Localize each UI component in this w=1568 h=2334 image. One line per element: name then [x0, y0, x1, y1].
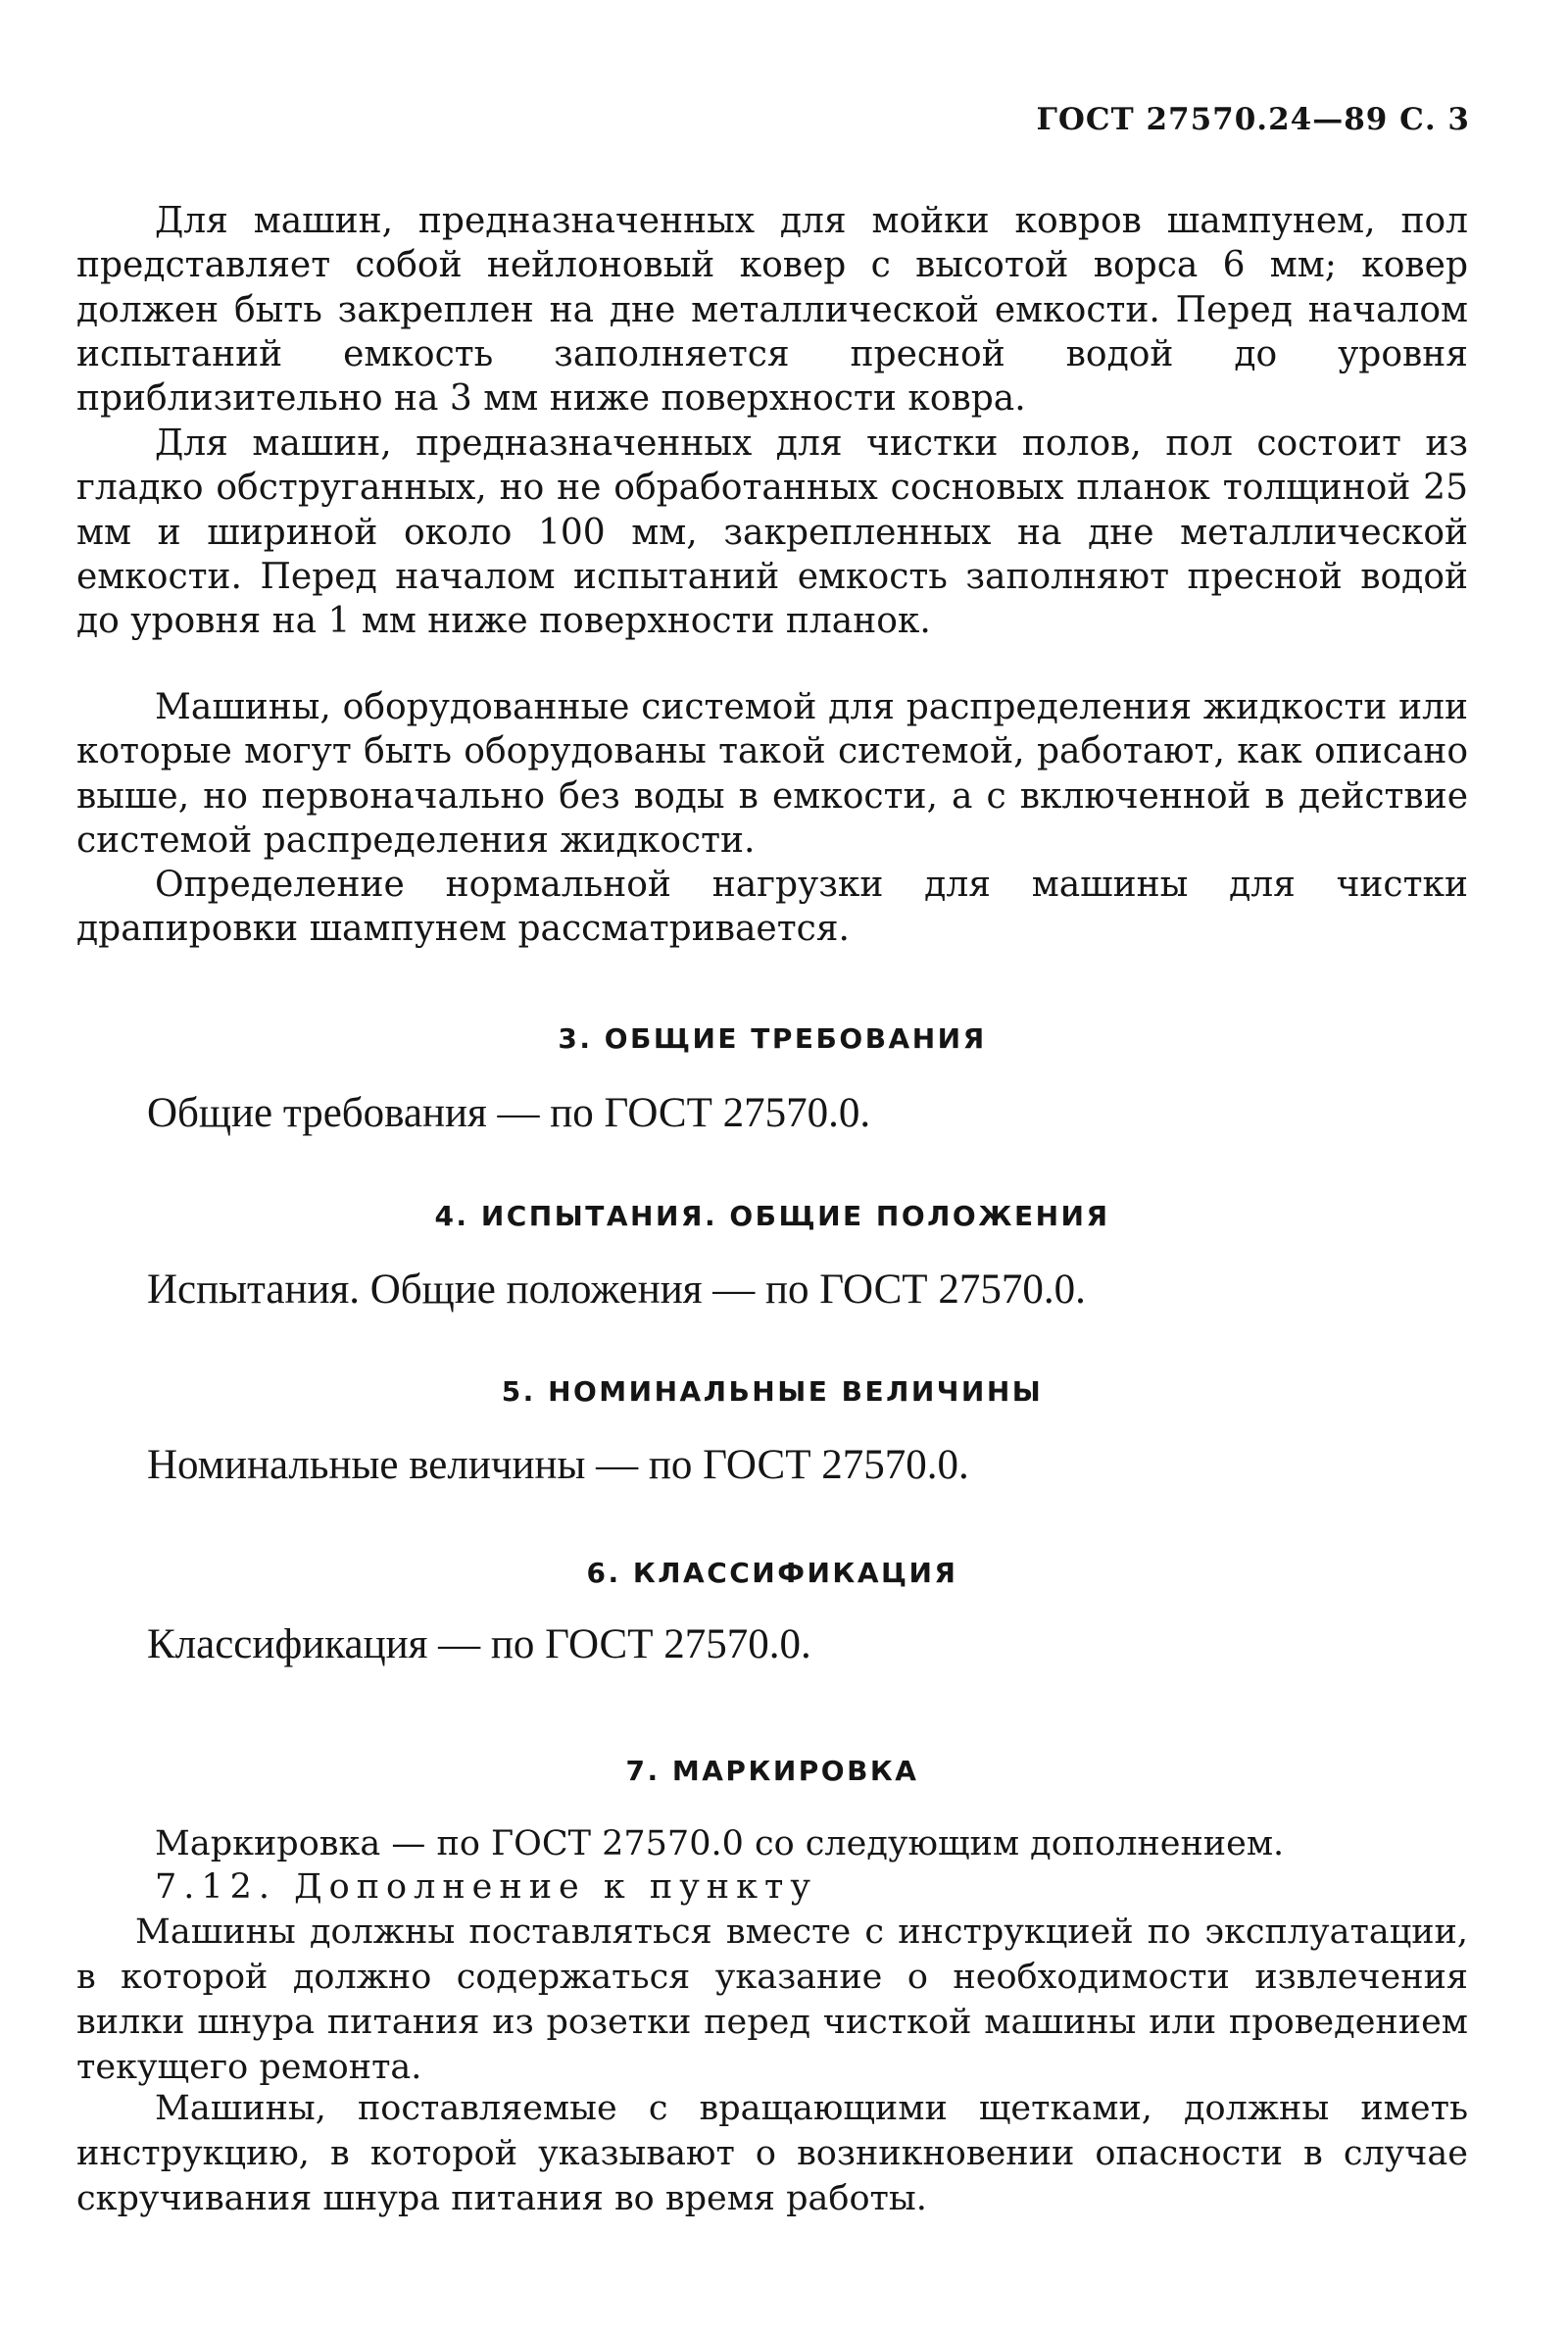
paragraph-instructions: Машины должны поставляться вместе с инструкцией по эксплуатации, в которой должно содержаться указание о необходимости извлечения вилки шнура питания из розетки перед чисткой машины или проведением текущего ремонта. — [76, 1912, 1468, 2087]
marking-intro: Маркировка — по ГОСТ 27570.0 со следующим дополнением. — [155, 1824, 1285, 1863]
paragraph-floor-cleaning: Для машин, предназначенных для чистки полов, пол состоит из гладко обструганных, но не обработанных сосновых планок толщиной 25 мм и шириной около 100 мм, закрепленных на дне металлической емкости. Перед началом испытаний емкость заполняют пресной водой до уровня на 1 мм ниже поверхности планок. — [76, 423, 1468, 642]
section-5-heading: 5. НОМИНАЛЬНЫЕ ВЕЛИЧИНЫ — [501, 1375, 1044, 1408]
section-6-heading: 6. КЛАССИФИКАЦИЯ — [586, 1557, 958, 1589]
section-3-heading: 3. ОБЩИЕ ТРЕБОВАНИЯ — [558, 1022, 987, 1055]
paragraph-drapery-load: Определение нормальной нагрузки для машины для чистки драпировки шампунем рассматривается. — [76, 865, 1468, 950]
running-head: ГОСТ 27570.24—89 С. 3 — [1036, 102, 1470, 137]
section-4-text: Испытания. Общие положения — по ГОСТ 27570.0. — [147, 1266, 1086, 1313]
section-6-text: Классификация — по ГОСТ 27570.0. — [147, 1621, 811, 1667]
section-4-heading: 4. ИСПЫТАНИЯ. ОБЩИЕ ПОЛОЖЕНИЯ — [434, 1200, 1110, 1232]
paragraph-carpet-shampoo: Для машин, предназначенных для мойки ковров шампунем, пол представляет собой нейлоновый ковер с высотой ворса 6 мм; ковер должен быть закреплен на дне металлической емкости. Перед началом испытаний емкость заполняется пресной водой до уровня приблизительно на 3 мм ниже поверхности ковра. — [76, 201, 1468, 420]
section-5-text: Номинальные величины — по ГОСТ 27570.0. — [147, 1442, 969, 1488]
section-7-heading: 7. МАРКИРОВКА — [625, 1755, 919, 1787]
clause-7-12: 7.12. Дополнение к пункту — [155, 1867, 817, 1907]
paragraph-liquid-system: Машины, оборудованные системой для распределения жидкости или которые могут быть оборудованы такой системой, работают, как описано выше, но первоначально без воды в емкости, а с включенной в действие системой распределения жидкости. — [76, 687, 1468, 861]
section-3-text: Общие требования — по ГОСТ 27570.0. — [147, 1090, 871, 1136]
paragraph-rotating-brushes: Машины, поставляемые с вращающими щетками, должны иметь инструкцию, в которой указывают о возникновении опасности в случае скручивания шнура питания во время работы. — [76, 2089, 1468, 2218]
